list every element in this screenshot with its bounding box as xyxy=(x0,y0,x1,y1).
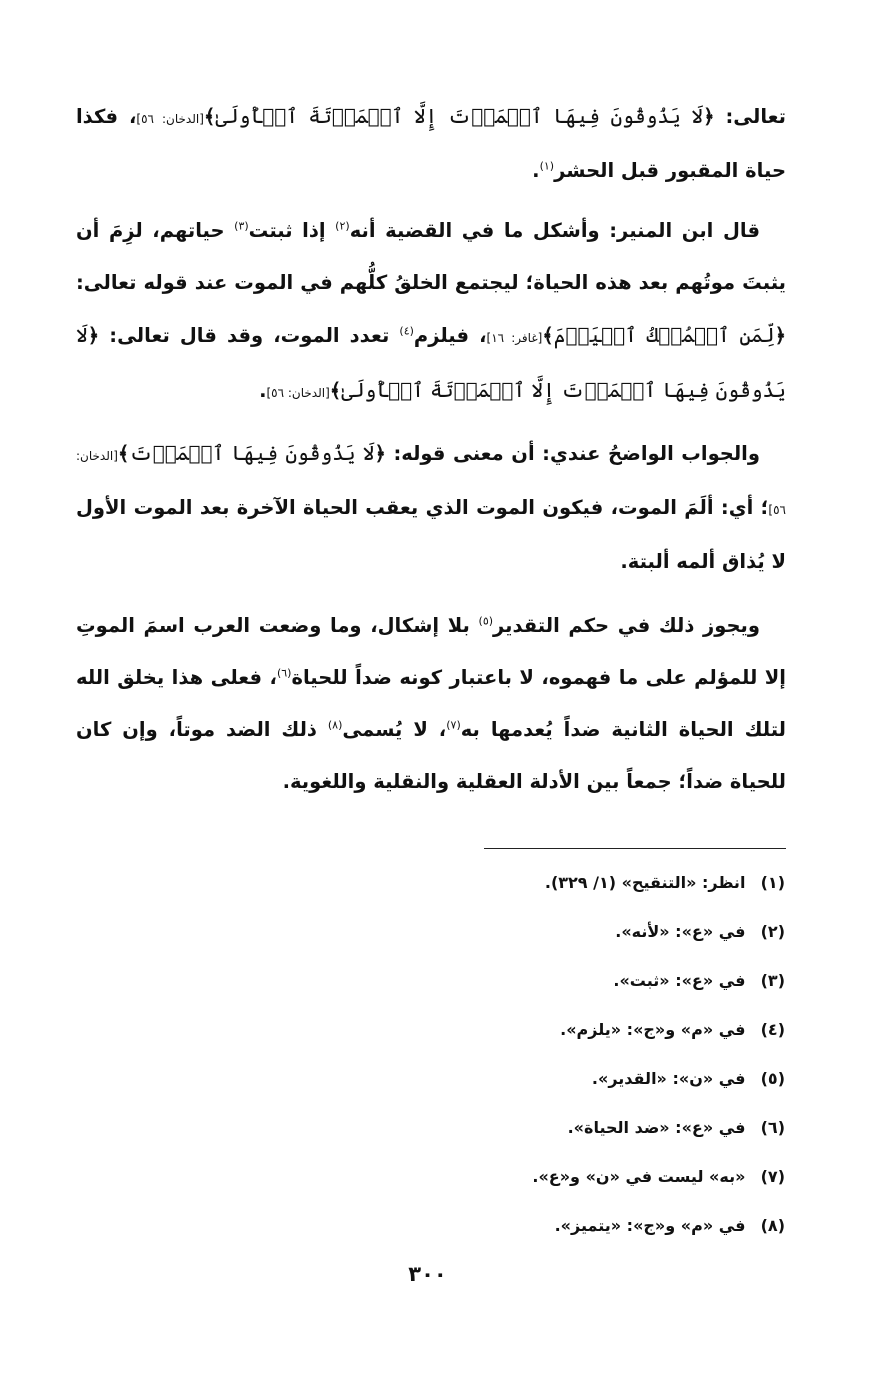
paragraph-text: . xyxy=(532,159,540,182)
footnote xyxy=(365,1152,785,1201)
paragraph-text: تعدد الموت، وقد قال تعالى: xyxy=(99,324,400,347)
paragraph-text: ؛ أي: ألَمَ الموت، فيكون الموت الذي يعقب الحياة الآخرة بعد الموت الأول لا يُذاق ألمه ألبتة. xyxy=(76,496,786,573)
paragraph-4 xyxy=(76,600,786,808)
paragraph-1 xyxy=(76,90,786,197)
footnote-number: (١) xyxy=(760,873,785,892)
footnote-text: في «م» و«ج»: «يلزم». xyxy=(560,1020,746,1039)
quran-verse: لِّمَنِ ٱلۡمُلۡكُ ٱلۡيَوۡمَ xyxy=(553,323,775,347)
paragraph-text: قال ابن المنير: وأشكل ما في القضية أنه xyxy=(349,219,760,242)
footnote xyxy=(365,956,785,1005)
verse-reference: [الدخان: ٥٦] xyxy=(266,386,330,400)
footnote xyxy=(365,1005,785,1054)
paragraph-3 xyxy=(76,427,786,588)
footnote-number: (٤) xyxy=(760,1020,785,1039)
footnote-number: (٥) xyxy=(760,1069,785,1088)
footnote-marker[interactable]: (٧) xyxy=(446,718,461,732)
footnote xyxy=(365,858,785,907)
paragraph-text: ، لا يُسمى xyxy=(342,718,447,741)
footnote-marker[interactable]: (٦) xyxy=(276,666,292,680)
ornate-bracket-close: ﴾ xyxy=(542,324,554,347)
verse-reference: [الدخان: ٥٦] xyxy=(76,449,786,517)
footnote-marker[interactable]: (٨) xyxy=(327,718,343,732)
paragraph-text: ، فكذا حياة المقبور قبل الحشر xyxy=(76,105,786,182)
quran-verse: لَا يَذُوقُونَ فِيهَا ٱلۡمَوۡتَ إِلَّا ٱلۡمَوۡتَةَ ٱلۡأُولَىٰ xyxy=(76,323,786,402)
ornate-bracket-close: ﴾ xyxy=(203,105,216,128)
ornate-bracket-open: ﴿ xyxy=(703,105,715,128)
footnotes-list xyxy=(365,858,785,1250)
ornate-bracket-open: ﴿ xyxy=(374,442,386,465)
quran-verse: لَا يَذُوقُونَ فِيهَا ٱلۡمَوۡتَ إِلَّا ٱلۡمَوۡتَةَ ٱلۡأُولَىٰ xyxy=(215,104,704,128)
ornate-bracket-open: ﴿ xyxy=(774,324,786,347)
footnote-divider xyxy=(484,848,786,849)
footnote-marker[interactable]: (٥) xyxy=(478,614,494,628)
footnote-text: في «ع»: «لأنه». xyxy=(615,922,746,941)
paragraph-text: ، فعلى هذا يخلق الله لتلك الحياة الثانية ضداً يُعدمها به xyxy=(76,666,786,741)
paragraph-text: والجواب الواضحُ عندي: أن معنى قوله: xyxy=(385,442,760,465)
footnote-marker[interactable]: (٢) xyxy=(335,219,350,233)
paragraph-text: ويجوز ذلك في حكم التقدير xyxy=(493,614,760,637)
footnote-marker[interactable]: (١) xyxy=(539,159,555,173)
footnote-text: انظر: «التنقيح» (١/ ٣٢٩). xyxy=(544,873,746,892)
paragraph-text: تعالى: xyxy=(714,105,786,128)
footnote-number: (٢) xyxy=(760,922,785,941)
footnote-text: في «م» و«ج»: «يتميز». xyxy=(554,1216,746,1235)
footnote xyxy=(365,1054,785,1103)
footnote-text: في «ع»: «ثبت». xyxy=(613,971,746,990)
paragraph-text: حياتهم، لزِمَ أن يثبتَ موتُهم بعد هذه الحياة؛ ليجتمع الخلقُ كلُّهم في الموت عند قوله تعالى: xyxy=(76,219,786,294)
footnote xyxy=(365,1201,785,1250)
footnote-text: «به» ليست في «ن» و«ع». xyxy=(532,1167,746,1186)
footnote-text: في «ع»: «ضد الحياة». xyxy=(567,1118,746,1137)
page-number: ٣٠٠ xyxy=(408,1262,447,1286)
footnote-marker[interactable]: (٣) xyxy=(234,219,249,233)
ornate-bracket-close: ﴾ xyxy=(117,442,130,465)
footnote-text: في «ن»: «القدير». xyxy=(591,1069,746,1088)
footnote-marker[interactable]: (٤) xyxy=(399,324,414,338)
paragraph-text: ، فيلزم xyxy=(413,324,487,347)
paragraph-text: . xyxy=(259,379,267,402)
footnote-number: (٣) xyxy=(760,971,785,990)
paragraph-text: بلا إشكال، وما وضعت العرب اسمَ الموتِ إلا للمؤلم على ما فهموه، لا باعتبار كونه ضداً للحياة xyxy=(76,614,786,689)
verse-reference: [غافر: ١٦] xyxy=(486,331,543,345)
footnote-number: (٧) xyxy=(760,1167,785,1186)
paragraph-text: إذا ثبتت xyxy=(248,219,336,242)
footnote-number: (٦) xyxy=(760,1118,785,1137)
verse-reference: [الدخان: ٥٦] xyxy=(136,112,204,126)
footnote xyxy=(365,907,785,956)
ornate-bracket-open: ﴿ xyxy=(87,324,100,347)
quran-verse: لَا يَذُوقُونَ فِيهَا ٱلۡمَوۡتَ xyxy=(129,441,375,465)
ornate-bracket-close: ﴾ xyxy=(329,379,342,402)
paragraph-2 xyxy=(76,205,786,419)
footnote xyxy=(365,1103,785,1152)
paragraph-text: ذلك الضد موتاً، وإن كان للحياة ضداً؛ جمعاً بين الأدلة العقلية والنقلية واللغوية. xyxy=(76,718,786,793)
footnote-number: (٨) xyxy=(760,1216,785,1235)
